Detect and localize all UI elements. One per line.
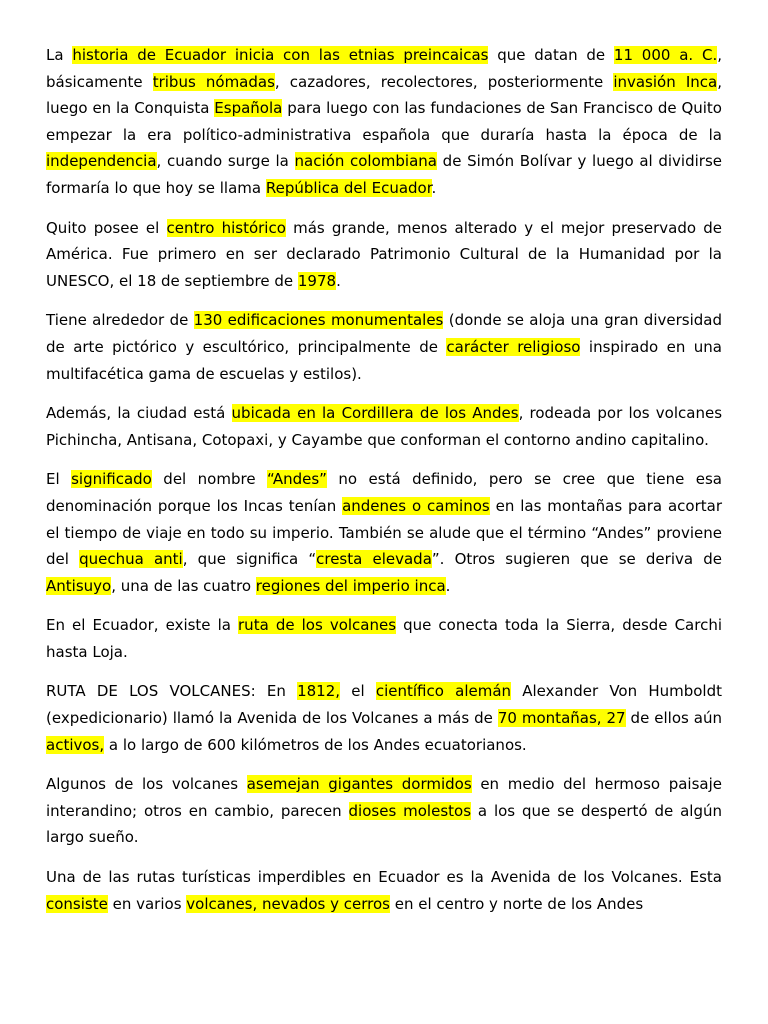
text-segment: ”. Otros sugieren que se deriva de (431, 550, 722, 569)
text-segment: Tiene alrededor de (46, 311, 194, 330)
text-segment: RUTA DE LOS VOLCANES: En (46, 682, 298, 701)
highlighted-text: asemejan gigantes dormidos (246, 775, 472, 794)
paragraph (46, 612, 722, 665)
text-segment: en el centro y norte de los Andes (389, 894, 644, 913)
highlighted-text: invasión Inca (613, 72, 718, 91)
paragraph (46, 466, 722, 599)
highlighted-text: “Andes” (267, 470, 327, 489)
paragraph (46, 307, 722, 387)
paragraph (46, 215, 722, 295)
highlighted-text: Antisuyo (46, 576, 112, 595)
highlighted-text: historia de Ecuador inicia con las etnias preincaicas (72, 46, 489, 64)
text-segment: del nombre (151, 470, 268, 489)
highlighted-text: dioses molestos (348, 801, 472, 820)
text-segment: , luego en la Conquista (46, 72, 722, 118)
text-segment: a los que se despertó de algún largo sueño. (46, 801, 722, 847)
text-segment: que datan de (488, 46, 614, 64)
text-segment: , cuando surge la (156, 152, 295, 171)
highlighted-text: científico alemán (375, 682, 512, 701)
text-segment: La (46, 46, 73, 64)
text-segment: , cazadores, recolectores, posteriormente (274, 72, 614, 91)
paragraph (46, 42, 722, 202)
text-segment: inspirado en una multifacética gama de escuelas y estilos). (46, 337, 722, 383)
highlighted-text: 70 montañas, 27 (497, 709, 626, 728)
text-segment: el (340, 682, 376, 701)
paragraph (46, 771, 722, 851)
paragraph (46, 678, 722, 758)
text-segment: no está definido, pero se cree que tiene esa denominación porque los Incas tenían (46, 470, 722, 515)
highlighted-text: ubicada en la Cordillera de los Andes (231, 404, 519, 423)
text-segment: a lo largo de 600 kilómetros de los Andes ecuatorianos. (104, 735, 527, 754)
text-segment: para luego con las fundaciones de San Francisco de Quito empezar la era político-administrativa española que duraría hasta la época de la (46, 99, 722, 144)
text-segment: Además, la ciudad está (46, 404, 232, 423)
text-segment: que conecta toda la Sierra, desde Carchi hasta Loja. (46, 616, 723, 661)
text-segment: Una de las rutas turísticas imperdibles en Ecuador es la Avenida de los Volcanes. Esta (46, 868, 722, 887)
text-segment: en varios (107, 894, 187, 913)
highlighted-text: ruta de los volcanes (238, 616, 397, 635)
highlighted-text: tribus nómadas (152, 72, 275, 91)
text-segment: . (431, 178, 437, 197)
text-segment: . (336, 271, 341, 290)
paragraph (46, 400, 722, 453)
highlighted-text: activos, (46, 735, 105, 754)
text-segment: en medio del hermoso paisaje interandino; otros en cambio, parecen (46, 775, 722, 820)
highlighted-text: centro histórico (166, 218, 286, 237)
text-segment: , que significa “ (182, 550, 317, 569)
text-segment: El (46, 470, 72, 489)
text-segment: En el Ecuador, existe la (46, 616, 239, 635)
highlighted-text: quechua anti (79, 550, 183, 569)
text-segment: Alexander Von Humboldt (expedicionario) llamó la Avenida de los Volcanes a más de (46, 682, 722, 728)
text-segment: en las montañas para acortar el tiempo de viaje en todo su imperio. También se alude que el término “Andes” proviene del (46, 496, 722, 569)
text-segment: Quito posee el (46, 218, 167, 237)
highlighted-text: 1978 (297, 271, 337, 290)
highlighted-text: Española (214, 99, 283, 118)
highlighted-text: 11 000 a. C. (613, 46, 718, 64)
text-segment: , rodeada por los volcanes Pichincha, Antisana, Cotopaxi, y Cayambe que conforman el contorno andino capitalino. (46, 404, 723, 449)
text-segment: (donde se aloja una gran diversidad de arte pictórico y escultórico, principalmente de (46, 311, 722, 356)
highlighted-text: regiones del imperio inca (255, 576, 446, 595)
highlighted-text: 130 edificaciones monumentales (193, 311, 444, 330)
highlighted-text: 1812, (297, 682, 341, 701)
highlighted-text: cresta elevada (316, 550, 432, 569)
highlighted-text: carácter religioso (446, 337, 581, 356)
text-segment: Algunos de los volcanes (46, 775, 247, 794)
text-segment: más grande, menos alterado y el mejor preservado de América. Fue primero en ser declarado Patrimonio Cultural de la Humanidad por la UNESCO, el 18 de septiembre de (46, 218, 722, 290)
highlighted-text: República del Ecuador (265, 178, 432, 197)
highlighted-text: independencia (46, 152, 157, 171)
text-segment: , una de las cuatro (111, 576, 256, 595)
highlighted-text: andenes o caminos (342, 496, 490, 515)
highlighted-text: nación colombiana (294, 152, 437, 171)
highlighted-text: significado (71, 470, 152, 489)
highlighted-text: volcanes, nevados y cerros (186, 894, 390, 913)
paragraph (46, 864, 722, 917)
text-segment: . (445, 576, 451, 595)
text-segment: , básicamente (46, 46, 722, 91)
text-segment: de Simón Bolívar y luego al dividirse formaría lo que hoy se llama (46, 152, 723, 197)
text-segment: de ellos aún (625, 709, 722, 728)
highlighted-text: consiste (46, 894, 108, 913)
